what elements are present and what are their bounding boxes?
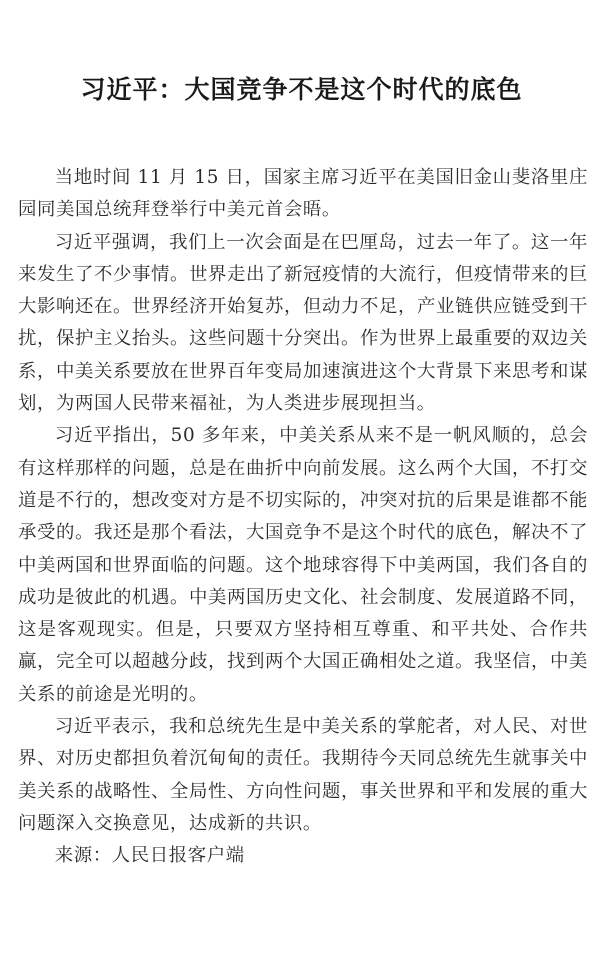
- article-paragraph: 习近平强调，我们上一次会面是在巴厘岛，过去一年了。这一年来发生了不少事情。世界走出了新冠疫情的大流行，但疫情带来的巨大影响还在。世界经济开始复苏，但动力不足，产业链供应链受到干扰，保护主义抬头。这些问题十分突出。作为世界上最重要的双边关系，中美关系要放在世界百年变局加速演进这个大背景下来思考和谋划，为两国人民带来福祉，为人类进步展现担当。: [18, 231, 588, 415]
- article-paragraph: 习近平表示，我和总统先生是中美关系的掌舵者，对人民、对世界、对历史都担负着沉甸甸的责任。我期待今天同总统先生就事关中美关系的战略性、全局性、方向性问题，事关世界和平和发展的重大问题深入交换意见，达成新的共识。: [18, 716, 588, 834]
- article-title: 习近平：大国竞争不是这个时代的底色: [80, 75, 523, 104]
- article-paragraph: 当地时间 11 月 15 日，国家主席习近平在美国旧金山斐洛里庄园同美国总统拜登举行中美元首会晤。: [18, 167, 588, 221]
- article-source: 来源：人民日报客户端: [54, 845, 245, 867]
- article-body: [18, 162, 588, 873]
- article-paragraph: 习近平指出，50 多年来，中美关系从来不是一帆风顺的，总会有这样那样的问题，总是在曲折中向前发展。这么两个大国，不打交道是不行的，想改变对方是不切实际的，冲突对抗的后果是谁都不能承受的。我还是那个看法，大国竞争不是这个时代的底色，解决不了中美两国和世界面临的问题。这个地球容得下中美两国，我们各自的成功是彼此的机遇。中美两国历史文化、社会制度、发展道路不同，这是客观现实。但是，只要双方坚持相互尊重、和平共处、合作共赢，完全可以超越分歧，找到两个大国正确相处之道。我坚信，中美关系的前途是光明的。: [18, 425, 588, 705]
